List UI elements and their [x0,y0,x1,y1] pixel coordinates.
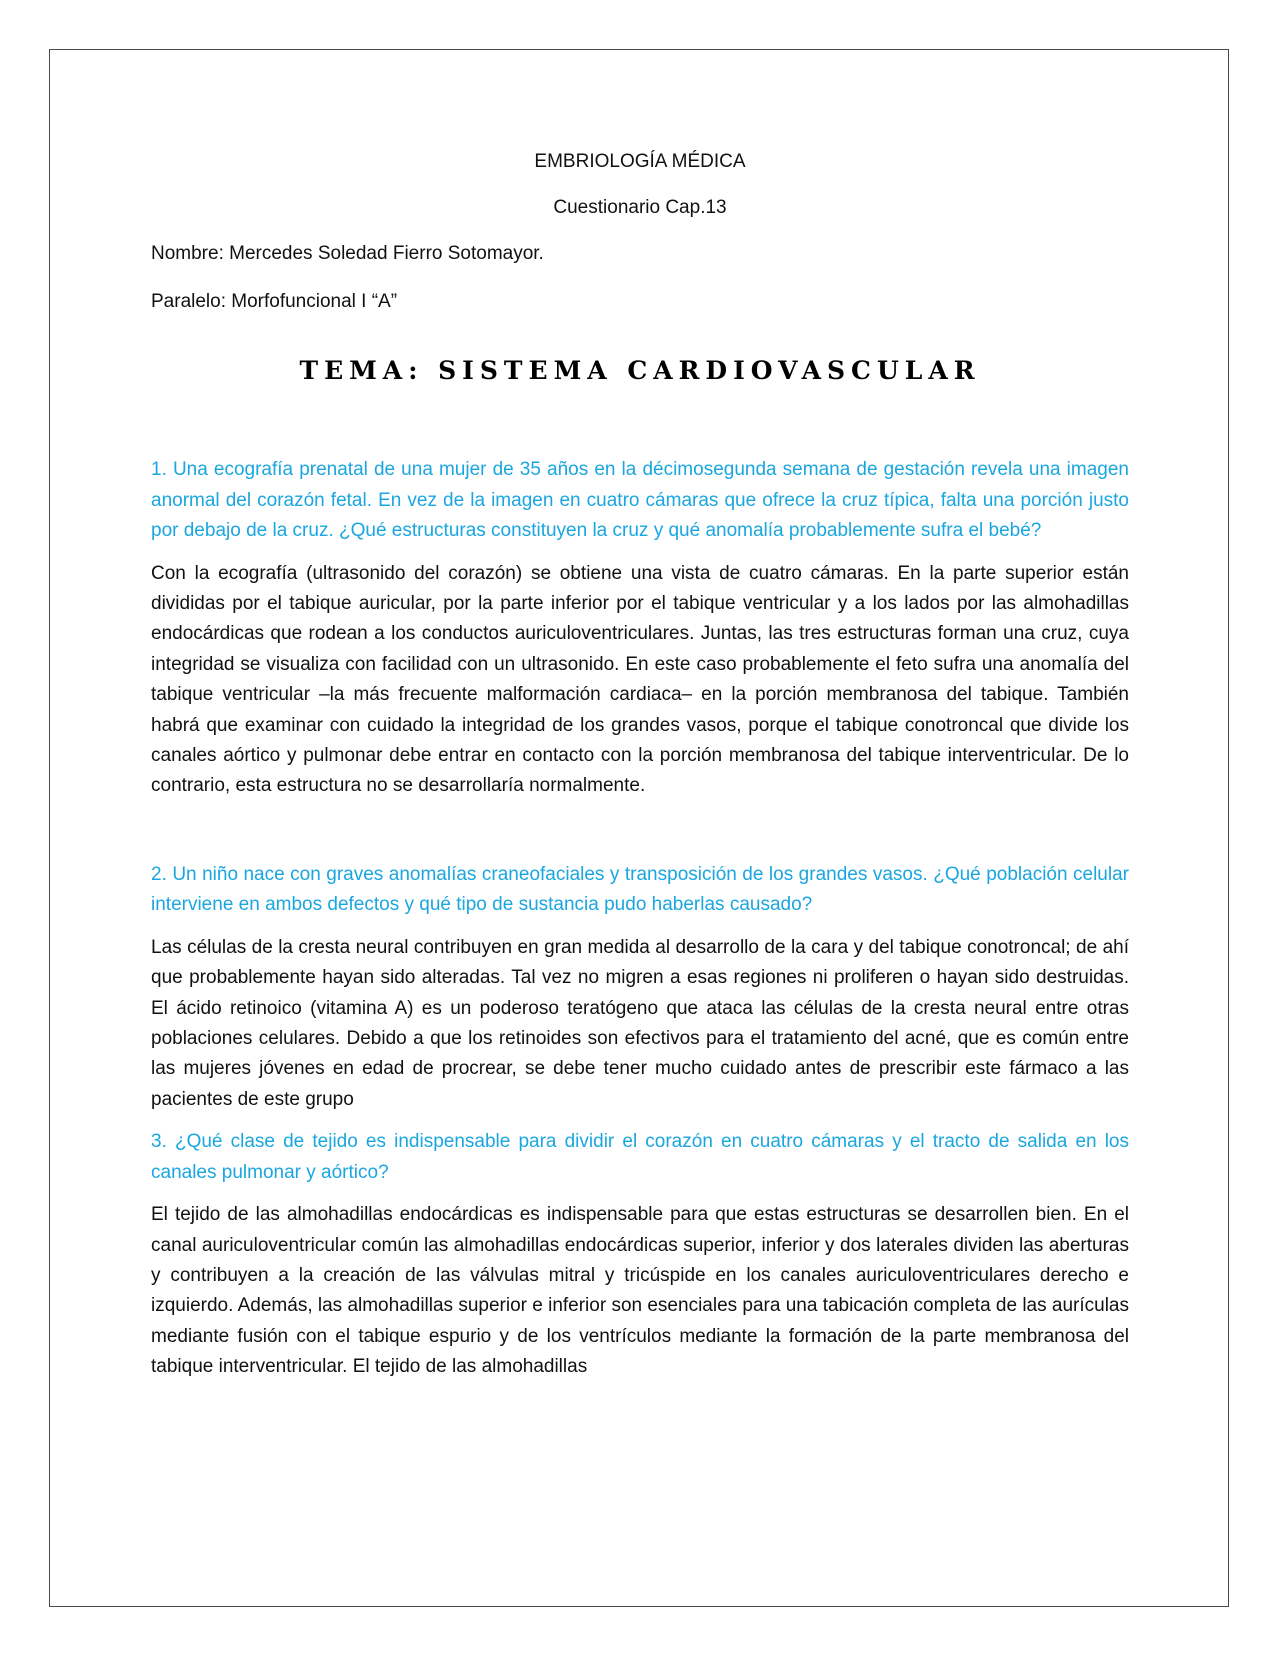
class-section: Paralelo: Morfofuncional I “A” [151,291,398,312]
answer-3: El tejido de las almohadillas endocárdicas es indispensable para que estas estructuras se desarrollen bien. En el canal auriculoventricular común las almohadillas endocárdicas superior, inferior y dos laterales dividen las aberturas y contribuyen a la creación de las válvulas mitral y tricúspide en los canales auriculoventriculares derecho e izquierdo. Además, las almohadillas superior e inferior son esenciales para una tabicación completa de las aurículas mediante fusión con el tabique espurio y de los ventrículos mediante la formación de la parte membranosa del tabique interventricular. El tejido de las almohadillas [151,1204,1129,1378]
question-3: 3. ¿Qué clase de tejido es indispensable para dividir el corazón en cuatro cámaras y el tracto de salida en los canales pulmonar y aórtico? [151,1131,1129,1183]
theme-heading: TEMA: SISTEMA CARDIOVASCULAR [299,356,981,385]
document-body [151,150,1129,1395]
student-name: Nombre: Mercedes Soledad Fierro Sotomayor. [151,243,544,264]
question-1: 1. Una ecografía prenatal de una mujer de 35 años en la décimosegunda semana de gestación revela una imagen anormal del corazón fetal. En vez de la imagen en cuatro cámaras que ofrece la cruz típica, falta una porción justo por debajo de la cruz. ¿Qué estructuras constituyen la cruz y qué anomalía probablemente sufra el bebé? [151,459,1129,541]
answer-2: Las células de la cresta neural contribuyen en gran medida al desarrollo de la cara y del tabique conotroncal; de ahí que probablemente hayan sido alteradas. Tal vez no migren a esas regiones ni proliferen o hayan sido destruidas. El ácido retinoico (vitamina A) es un poderoso teratógeno que ataca las células de la cresta neural entre otras poblaciones celulares. Debido a que los retinoides son efectivos para el tratamiento del acné, que es común entre las mujeres jóvenes en edad de procrear, se debe tener mucho cuidado antes de prescribir este fármaco a las pacientes de este grupo [151,936,1129,1110]
answer-1: Con la ecografía (ultrasonido del corazón) se obtiene una vista de cuatro cámaras. En la parte superior están divididas por el tabique auricular, por la parte inferior por el tabique ventricular y a los lados por las almohadillas endocárdicas que rodean a los conductos auriculoventriculares. Juntas, las tres estructuras forman una cruz, cuya integridad se visualiza con facilidad con un ultrasonido. En este caso probablemente el feto sufra una anomalía del tabique ventricular –la más frecuente malformación cardiaca– en la porción membranosa del tabique. También habrá que examinar con cuidado la integridad de los grandes vasos, porque el tabique conotroncal que divide los canales aórtico y pulmonar debe entrar en contacto con la porción membranosa del tabique interventricular. De lo contrario, esta estructura no se desarrollaría normalmente. [151,562,1129,797]
quiz-title: Cuestionario Cap.13 [553,197,727,218]
course-title: EMBRIOLOGÍA MÉDICA [534,151,746,172]
question-2: 2. Un niño nace con graves anomalías craneofaciales y transposición de los grandes vasos. ¿Qué población celular interviene en ambos defectos y qué tipo de sustancia pudo haberlas causado? [151,863,1129,916]
